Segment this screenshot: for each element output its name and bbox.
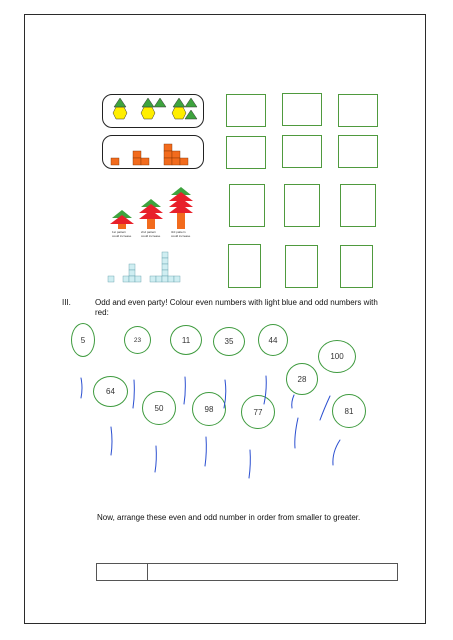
table-divider [147,564,148,580]
balloon-string [205,437,206,466]
number-label: 5 [80,335,86,345]
balloon-string [224,380,226,408]
tree-caption-3b: could increase [171,234,191,238]
arrange-instruction: Now, arrange these even and odd number in order from smaller to greater. [97,513,361,522]
number-label: 28 [297,374,307,384]
section-number: III. [62,298,71,307]
balloon-string [264,376,266,404]
answer-table[interactable] [96,563,398,581]
number-label: 11 [181,335,191,345]
balloon-string [292,395,294,408]
tree-caption-3a: 3rd pattern [171,230,186,234]
section-instruction: Odd and even party! Colour even numbers with light blue and odd numbers with [95,298,378,307]
number-label: 81 [344,406,354,416]
section-instruction-continued: red: [95,308,109,317]
balloon-string [133,380,134,408]
number-label: 64 [106,387,115,396]
balloon-string [333,440,340,465]
balloon-string [295,418,298,448]
balloon-string [184,377,185,404]
number-label: 23 [133,336,142,344]
balloon-string [320,396,330,420]
tree-caption-2a: 2nd pattern [141,230,157,234]
number-label: 50 [154,403,164,413]
number-label: 100 [330,352,344,361]
number-label: 98 [204,404,214,414]
balloon-string [111,427,112,455]
balloon-string [155,446,156,472]
tree-caption-2b: could increase [141,234,161,238]
balloon-string [249,450,250,478]
balloon-string [81,378,82,398]
tree-caption-1b: could increase [112,234,132,238]
number-label: 44 [268,335,278,345]
number-label: 77 [253,407,263,417]
number-label: 35 [224,337,234,346]
tree-caption-1a: 1st pattern [112,230,127,234]
